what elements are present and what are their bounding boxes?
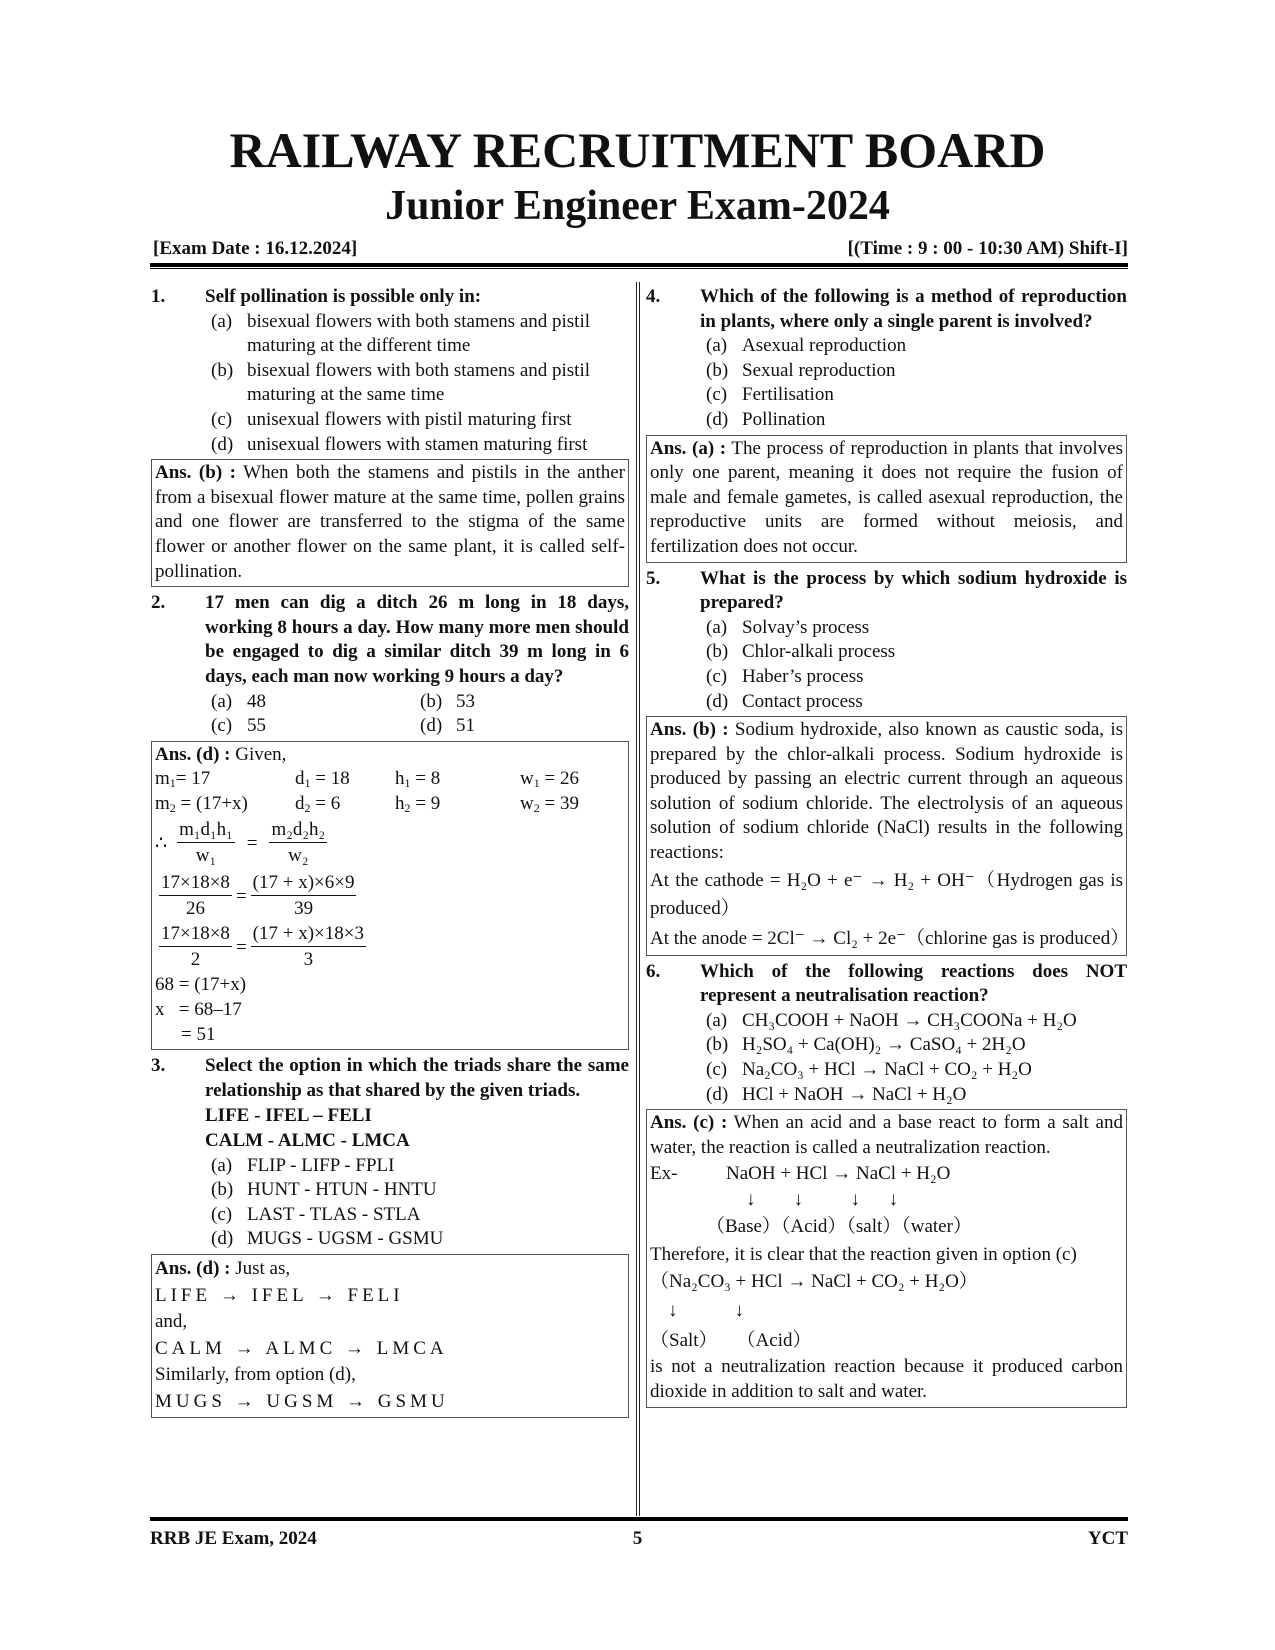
page-title: RAILWAY RECRUITMENT BOARD xyxy=(229,122,1046,178)
answer-box-2 xyxy=(151,741,629,1051)
formula-lhs: $\frac{\text{m₁d₁h₁}}{\text{w₁}}$ xyxy=(179,819,233,867)
given-h2: $h_2 = 9$ xyxy=(395,792,441,815)
option-text: Fertilisation xyxy=(742,384,834,406)
and-text: and, xyxy=(155,1311,188,1332)
question-text: Which of the following reactions does NOT represent a neutralisation reaction? xyxy=(700,960,1127,1007)
step2-rhs: $\frac{(17 + x)\times 18\times 3}{3}$ xyxy=(252,923,364,971)
footer-exam-name: RRB JE Exam, 2024 xyxy=(150,1528,317,1549)
options-grid xyxy=(211,690,629,739)
option-text: Chlor-alkali process xyxy=(742,641,896,663)
equals: = xyxy=(235,885,247,907)
example-label: Ex- xyxy=(650,1163,678,1185)
answer-text: The process of reproduction in plants that involves only one parent, meaning it does not require the fusion of male and female gametes, is called asexual reproduction, the reproductive units are formed without meiosis, and fertilization does not occur. xyxy=(650,437,1123,557)
equation-2-arrows: ↓ ↓ xyxy=(668,1300,744,1322)
question-5 xyxy=(646,567,1127,715)
question-2 xyxy=(151,591,629,739)
step-4: x = 68–17 xyxy=(155,999,242,1021)
given-d1: $d_1 = 18$ xyxy=(295,768,350,791)
option-c xyxy=(706,1058,1127,1083)
option-text: Asexual reproduction xyxy=(742,335,907,357)
given-row-1 xyxy=(155,767,625,792)
option-text: CH₃COOH + NaOH → CH₃COONa + H₂O xyxy=(742,1009,1077,1031)
given-triad-1: LIFE - IFEL – FELI xyxy=(205,1105,372,1127)
question-text: Self pollination is possible only in: xyxy=(205,286,482,307)
cathode-reaction: At the cathode = H₂O + e⁻ → H₂ + OH⁻（Hydrogen gas is produced） xyxy=(650,869,1123,919)
formula-rhs: $\frac{\text{m₂d₂h₂}}{\text{w₂}}$ xyxy=(271,819,326,867)
step1-rhs: $\frac{(17 + x)\times 6\times 9}{39}$ xyxy=(252,872,355,920)
option-c xyxy=(706,665,1127,690)
option-a xyxy=(211,310,629,359)
option-c xyxy=(211,1203,629,1228)
anode-reaction: At the anode = 2Cl⁻ → Cl₂ + 2e⁻（chlorine gas is produced） xyxy=(650,927,1130,949)
answer-box-4 xyxy=(646,435,1127,563)
option-b xyxy=(211,1178,629,1203)
option-label: (d) xyxy=(211,1228,234,1250)
exam-time-shift: [(Time : 9 : 00 - 10:30 AM) Shift-I] xyxy=(847,238,1128,259)
right-column xyxy=(646,285,1130,1412)
answer-label: Ans. (a) : xyxy=(650,437,727,459)
option-label: (c) xyxy=(706,384,728,406)
option-d xyxy=(420,714,629,739)
answer-box-5 xyxy=(646,716,1130,956)
option-label: (a) xyxy=(211,310,233,332)
option-text: unisexual flowers with pistil maturing first xyxy=(247,408,572,430)
step1-lhs: $\frac{17\times 18\times 8}{26}$ xyxy=(161,872,230,920)
question-text: What is the process by which sodium hydroxide is prepared? xyxy=(700,567,1127,614)
option-text: 55 xyxy=(247,715,266,737)
option-label: (c) xyxy=(706,1059,728,1081)
option-text: 48 xyxy=(247,690,266,712)
option-label: (a) xyxy=(211,1154,233,1176)
answer-label: Ans. (b) : xyxy=(650,719,729,741)
option-d xyxy=(211,1227,629,1252)
header-rule-thin xyxy=(150,268,1128,269)
option-text: 51 xyxy=(456,715,475,737)
option-b xyxy=(706,359,1127,384)
question-number: 6. xyxy=(646,960,661,982)
example-arrows: ↓ ↓ ↓ ↓ xyxy=(746,1189,898,1211)
answer-text: Sodium hydroxide, also known as caustic soda, is prepared by the chlor-alkali process. Sodium hydroxide is produced by passing an electric current through an aqueous solution of sodium chloride. The electrolysis of an aqueous solution of sodium chloride (NaCl) results in the following reactions: xyxy=(650,719,1124,864)
question-4 xyxy=(646,285,1127,433)
option-label: (d) xyxy=(706,408,729,430)
step2-lhs: $\frac{17\times 18\times 8}{2}$ xyxy=(161,923,230,971)
question-1 xyxy=(151,285,629,457)
option-label: (d) xyxy=(211,433,234,455)
answer-text: When an acid and a base react to form a salt and water, the reaction is called a neutralization reaction. xyxy=(650,1112,1123,1158)
step-2 xyxy=(155,922,625,973)
sequence-line-2: CALM → ALMC → LMCA xyxy=(155,1337,448,1359)
option-c xyxy=(211,714,420,739)
answer-intro: Given, xyxy=(235,743,287,765)
conclusion-text: is not a neutralization reaction because it produced carbon dioxide in addition to salt and water. xyxy=(650,1356,1123,1402)
given-row-2 xyxy=(155,792,625,817)
option-text: 53 xyxy=(456,690,475,712)
option-a xyxy=(706,616,1127,641)
option-text: HUNT - HTUN - HNTU xyxy=(247,1179,437,1201)
option-b xyxy=(211,359,629,408)
option-a xyxy=(706,1009,1127,1034)
example-equation: NaOH + HCl → NaCl + H₂O xyxy=(726,1163,951,1185)
question-6 xyxy=(646,960,1127,1108)
option-label: (b) xyxy=(706,641,729,663)
option-d xyxy=(706,690,1127,715)
formula-row xyxy=(155,818,625,869)
option-label: (a) xyxy=(706,1009,728,1031)
option-label: (b) xyxy=(706,359,729,381)
option-label: (b) xyxy=(211,1179,234,1201)
page-number: 5 xyxy=(632,1528,643,1549)
question-number: 5. xyxy=(646,567,661,589)
given-h1: $h_1 = 8$ xyxy=(395,768,441,791)
option-text: bisexual flowers with both stamens and pistil maturing at the same time xyxy=(247,359,591,406)
option-d xyxy=(706,1083,1127,1108)
question-number: 2. xyxy=(151,592,166,614)
given-w2: $w_2 = 39$ xyxy=(520,792,579,815)
answer-box-3 xyxy=(151,1254,629,1418)
question-number: 4. xyxy=(646,286,661,307)
answer-intro: Just as, xyxy=(235,1258,291,1279)
question-number: 1. xyxy=(151,286,166,307)
equation-2: （Na₂CO₃ + HCl → NaCl + CO₂ + H₂O） xyxy=(650,1271,978,1293)
sequence-line-1: LIFE → IFEL → FELI xyxy=(155,1284,404,1306)
column-divider xyxy=(636,282,637,1516)
step-5: = 51 xyxy=(181,1023,216,1045)
given-m2: $m_2 = (17+x)$ xyxy=(155,792,248,815)
option-text: unisexual flowers with stamen maturing first xyxy=(247,433,588,455)
option-c xyxy=(211,408,629,433)
option-label: (c) xyxy=(211,1203,233,1225)
question-number: 3. xyxy=(151,1055,166,1077)
question-text: Which of the following is a method of reproduction in plants, where only a single parent is involved? xyxy=(700,286,1127,332)
question-text: Select the option in which the triads share the same relationship as that shared by the given triads. xyxy=(205,1055,629,1101)
step-1 xyxy=(155,871,625,922)
equation-2-names: （Salt） （Acid） xyxy=(650,1330,812,1352)
option-label: (d) xyxy=(706,690,729,712)
option-label: (d) xyxy=(706,1083,729,1105)
option-c xyxy=(706,383,1127,408)
answer-box-6 xyxy=(646,1109,1127,1407)
option-label: (a) xyxy=(706,616,728,638)
option-text: Contact process xyxy=(742,690,863,712)
header-rule xyxy=(150,263,1128,267)
answer-box-1 xyxy=(151,459,629,587)
option-label: (c) xyxy=(706,665,728,687)
equals: = xyxy=(235,936,247,958)
option-label: (c) xyxy=(211,408,233,430)
option-d xyxy=(211,433,629,458)
option-text: HCl + NaOH → NaCl + H₂O xyxy=(742,1083,967,1105)
left-column xyxy=(151,285,629,1422)
option-text: Pollination xyxy=(742,408,826,430)
option-label: (b) xyxy=(420,690,443,712)
given-triad-2: CALM - ALMC - LMCA xyxy=(205,1130,410,1152)
option-text: Solvay’s process xyxy=(742,616,870,638)
option-b xyxy=(420,690,629,715)
option-text: FLIP - LIFP - FPLI xyxy=(247,1154,395,1176)
sequence-line-3: MUGS → UGSM → GSMU xyxy=(155,1390,449,1412)
footer-publisher: YCT xyxy=(1087,1528,1128,1549)
option-label: (b) xyxy=(211,359,234,381)
option-label: (a) xyxy=(211,690,233,712)
equals: = xyxy=(246,832,258,854)
option-text: MUGS - UGSM - GSMU xyxy=(247,1228,444,1250)
footer-rule xyxy=(150,1517,1128,1521)
option-d xyxy=(706,408,1127,433)
answer-label: Ans. (d) : xyxy=(155,743,231,765)
similarly-text: Similarly, from option (d), xyxy=(155,1364,356,1385)
given-w1: $w_1 = 26$ xyxy=(520,768,579,791)
answer-label: Ans. (b) : xyxy=(155,462,236,484)
option-text: bisexual flowers with both stamens and pistil maturing at the different time xyxy=(247,310,591,357)
therefore-symbol: ∴ xyxy=(155,832,168,854)
answer-text: When both the stamens and pistils in the anther from a bisexual flower mature at the same time, pollen grains and one flower are transferred to the stigma of the same flower or another flower on the same plant, it is called self-pollination. xyxy=(155,462,625,582)
option-b xyxy=(706,1033,1127,1058)
option-text: LAST - TLAS - STLA xyxy=(247,1203,421,1225)
exam-date: [Exam Date : 16.12.2024] xyxy=(153,238,358,259)
answer-label: Ans. (c) : xyxy=(650,1112,728,1134)
option-a xyxy=(706,334,1127,359)
column-divider-inner xyxy=(639,282,640,1516)
page-subtitle: Junior Engineer Exam-2024 xyxy=(385,183,890,229)
option-b xyxy=(706,640,1127,665)
option-a xyxy=(211,690,420,715)
given-m1: $m_1= 17$ xyxy=(155,768,211,791)
example-names: （Base）（Acid）（salt）（water） xyxy=(706,1216,972,1238)
option-text: H₂SO₄ + Ca(OH)₂ → CaSO₄ + 2H₂O xyxy=(742,1034,1026,1056)
option-label: (a) xyxy=(706,335,728,357)
step-3: 68 = (17+x) xyxy=(155,974,247,996)
option-label: (b) xyxy=(706,1034,729,1056)
option-text: Sexual reproduction xyxy=(742,359,896,381)
option-label: (d) xyxy=(420,715,443,737)
option-text: Na₂CO₃ + HCl → NaCl + CO₂ + H₂O xyxy=(742,1059,1032,1081)
example-row xyxy=(650,1160,1123,1187)
answer-label: Ans. (d) : xyxy=(155,1258,231,1279)
option-a xyxy=(211,1154,629,1179)
given-d2: $d_2 = 6$ xyxy=(295,792,341,815)
question-3 xyxy=(151,1054,629,1252)
therefore-text: Therefore, it is clear that the reaction given in option (c) xyxy=(650,1244,1077,1266)
option-text: Haber’s process xyxy=(742,665,864,687)
question-text: 17 men can dig a ditch 26 m long in 18 days, working 8 hours a day. How many more men should be engaged to dig a similar ditch 39 m long in 6 days, each man now working 9 hours a day? xyxy=(205,592,629,687)
option-label: (c) xyxy=(211,715,233,737)
